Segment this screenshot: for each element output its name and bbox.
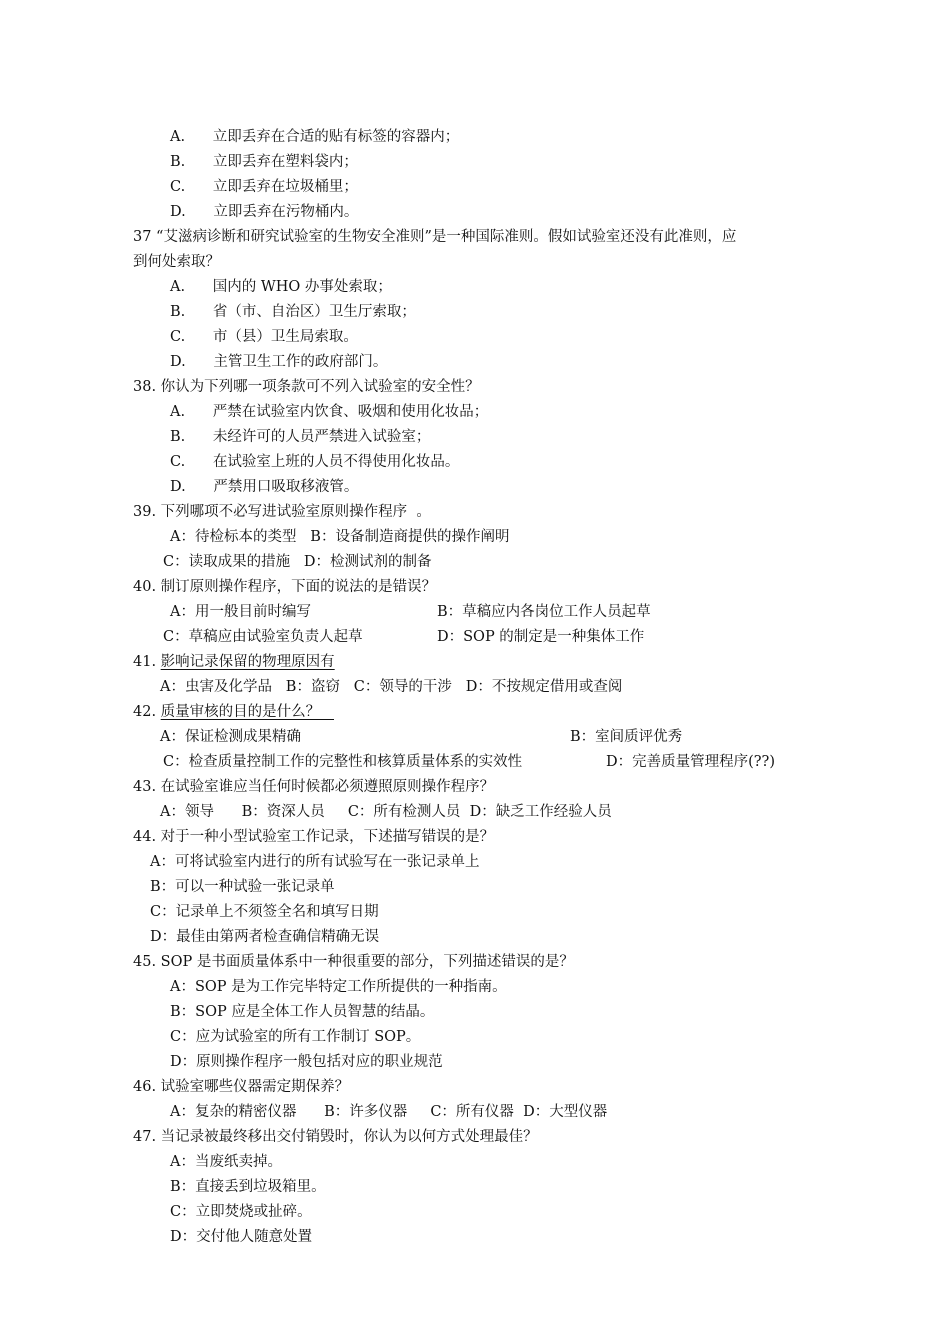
question-39: 39. 下列哪项不必写进试验室原则操作程序 。 xyxy=(133,504,431,520)
option-b: B：可以一种试验一张记录单 xyxy=(150,879,335,895)
question-45: 45. SOP 是书面质量体系中一种很重要的部分，下列描述错误的是？ xyxy=(133,954,574,970)
question-43: 43. 在试验室谁应当任何时候都必须遵照原则操作程序？ xyxy=(133,779,495,795)
question-46: 46. 试验室哪些仪器需定期保养？ xyxy=(133,1079,350,1095)
option-b: B：直接丢到垃圾箱里。 xyxy=(170,1179,326,1195)
option-c: C. 立即丢弃在垃圾桶里； xyxy=(170,179,358,195)
question-38: 38. 你认为下列哪一项条款可不列入试验室的安全性？ xyxy=(133,379,480,395)
question-44: 44. 对于一种小型试验室工作记录，下述描写错误的是？ xyxy=(133,829,495,845)
option-b: B. 立即丢弃在塑料袋内； xyxy=(170,154,358,170)
options-abcd: A：领导 B：资深人员 C：所有检测人员 D：缺乏工作经验人员 xyxy=(160,804,612,820)
option-c: C：草稿应由试验室负责人起草 xyxy=(163,629,363,645)
options-ab: A：待检标本的类型 B：设备制造商提供的操作阐明 xyxy=(170,529,510,545)
option-d: D：SOP 的制定是一种集体工作 xyxy=(437,629,645,645)
option-a: A. 国内的 WHO 办事处索取； xyxy=(170,279,392,295)
options-abcd: A：虫害及化学品 B：盗窃 C：领导的干涉 D：不按规定借用或查阅 xyxy=(160,679,623,695)
question-number: 42. xyxy=(133,704,161,720)
option-d: D：原则操作程序一般包括对应的职业规范 xyxy=(170,1054,443,1070)
option-b: B：室间质评优秀 xyxy=(570,729,683,745)
question-47: 47. 当记录被最终移出交付销毁时，你认为以何方式处理最佳？ xyxy=(133,1129,538,1145)
option-c: C. 在试验室上班的人员不得使用化妆品。 xyxy=(170,454,460,470)
option-c: C：检查质量控制工作的完整性和核算质量体系的实效性 xyxy=(163,754,523,770)
option-d: D. 严禁用口吸取移液管。 xyxy=(170,479,359,495)
option-a: A. 立即丢弃在合适的贴有标签的容器内； xyxy=(170,129,460,145)
question-text: 影响记录保留的物理原因有 xyxy=(160,654,335,670)
question-text: 质量审核的目的是什么？ xyxy=(160,704,334,720)
option-d: D. 主管卫生工作的政府部门。 xyxy=(170,354,388,370)
option-d: D：交付他人随意处置 xyxy=(170,1229,313,1245)
option-c: C：立即焚烧或扯碎。 xyxy=(170,1204,312,1220)
question-37: 37 “艾滋病诊断和研究试验室的生物安全准则”是一种国际准则。假如试验室还没有此准则，应 xyxy=(133,229,737,245)
question-37-continued: 到何处索取？ xyxy=(133,254,220,270)
option-a: A. 严禁在试验室内饮食、吸烟和使用化妆品； xyxy=(170,404,489,420)
question-42 xyxy=(133,703,334,721)
question-41 xyxy=(133,653,335,671)
option-b: B. 省（市、自治区）卫生厅索取； xyxy=(170,304,416,320)
option-d: D. 立即丢弃在污物桶内。 xyxy=(170,204,359,220)
option-a: A：可将试验室内进行的所有试验写在一张记录单上 xyxy=(150,854,480,870)
option-b: B. 未经许可的人员严禁进入试验室； xyxy=(170,429,431,445)
option-b: B：草稿应内各岗位工作人员起草 xyxy=(437,604,651,620)
option-b: B：SOP 应是全体工作人员智慧的结晶。 xyxy=(170,1004,435,1020)
options-cd: C：读取成果的措施 D：检测试剂的制备 xyxy=(163,554,432,570)
question-number: 41. xyxy=(133,654,161,670)
option-a: A：保证检测成果精确 xyxy=(160,729,301,745)
option-c: C：记录单上不须签全名和填写日期 xyxy=(150,904,379,920)
option-a: A：SOP 是为工作完毕特定工作所提供的一种指南。 xyxy=(170,979,507,995)
question-40: 40. 制订原则操作程序，下面的说法的是错误？ xyxy=(133,579,437,595)
option-d: D：完善质量管理程序(??) xyxy=(606,754,775,770)
option-a: A：当废纸卖掉。 xyxy=(170,1154,282,1170)
option-c: C. 市（县）卫生局索取。 xyxy=(170,329,358,345)
options-abcd: A：复杂的精密仪器 B：许多仪器 C：所有仪器 D：大型仪器 xyxy=(170,1104,608,1120)
option-a: A：用一般目前时编写 xyxy=(170,604,311,620)
option-d: D：最佳由第两者检查确信精确无误 xyxy=(150,929,380,945)
option-c: C：应为试验室的所有工作制订 SOP。 xyxy=(170,1029,421,1045)
